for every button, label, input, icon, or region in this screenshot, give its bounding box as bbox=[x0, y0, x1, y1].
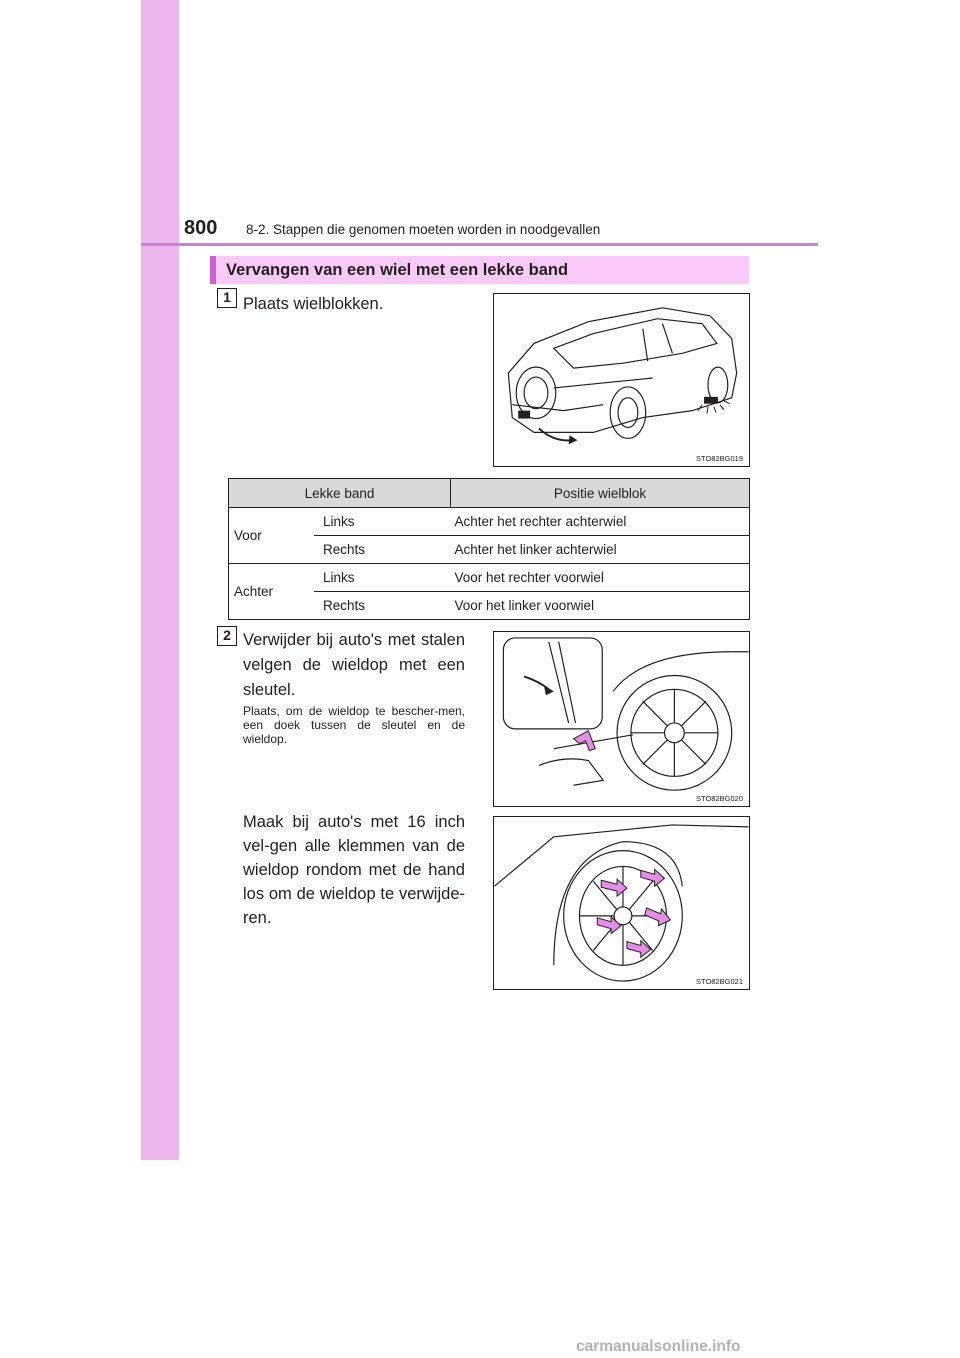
table-row bbox=[229, 564, 750, 592]
figure-car-wheel-chocks bbox=[493, 293, 750, 467]
table-cell-side: Rechts bbox=[314, 536, 451, 564]
table-cell-position: Achter het linker achterwiel bbox=[451, 536, 750, 564]
figure-code: STO82BG019 bbox=[696, 454, 743, 463]
table-header-row bbox=[229, 479, 750, 508]
chapter-sidebar-tab bbox=[141, 0, 179, 1160]
step-2-note: Plaats, om de wieldop te bescher-men, een doek tussen de sleutel en de wieldop. bbox=[243, 704, 465, 746]
table-row bbox=[229, 508, 750, 536]
figure-remove-hubcap-tool bbox=[493, 631, 750, 807]
table-cell-side: Links bbox=[314, 564, 451, 592]
section-heading bbox=[210, 256, 749, 284]
car-illustration bbox=[494, 294, 749, 466]
table-cell-position: Voor het linker voorwiel bbox=[451, 592, 750, 620]
hubcap-clamps-illustration bbox=[494, 817, 749, 989]
table-cell-position: Achter het rechter achterwiel bbox=[451, 508, 750, 536]
table-cell-group: Voor bbox=[229, 508, 315, 564]
page-number: 800 bbox=[184, 217, 218, 239]
watermark: carmanualsonline.info bbox=[576, 1338, 741, 1355]
step-number-2: 2 bbox=[217, 626, 237, 646]
header-divider bbox=[141, 243, 818, 246]
figure-hubcap-clamps bbox=[493, 816, 750, 990]
step-2-text: Verwijder bij auto's met stalen velgen de wieldop met een sleutel. bbox=[243, 631, 465, 699]
figure-code: STO82BG020 bbox=[696, 794, 743, 803]
table-header-flat-tire: Lekke band bbox=[229, 479, 451, 508]
hubcap-tool-illustration bbox=[494, 632, 749, 806]
step-number-1: 1 bbox=[217, 288, 237, 308]
section-heading-accent bbox=[210, 256, 216, 284]
figure-code: STO82BG021 bbox=[696, 977, 743, 986]
table-cell-position: Voor het rechter voorwiel bbox=[451, 564, 750, 592]
table-cell-side: Links bbox=[314, 508, 451, 536]
chapter-title: 8-2. Stappen die genomen moeten worden in noodgevallen bbox=[246, 222, 601, 237]
step-1-text: Plaats wielblokken. bbox=[243, 295, 384, 313]
table-header-chock-position: Positie wielblok bbox=[451, 479, 750, 508]
table-cell-group: Achter bbox=[229, 564, 315, 620]
section-heading-text: Vervangen van een wiel met een lekke band bbox=[226, 261, 569, 279]
table-cell-side: Rechts bbox=[314, 592, 451, 620]
step-2-text-16inch: Maak bij auto's met 16 inch vel-gen alle klemmen van de wieldop rondom met de hand los om de wieldop te verwijde-ren. bbox=[243, 813, 465, 927]
wheel-chock-table bbox=[228, 478, 750, 620]
